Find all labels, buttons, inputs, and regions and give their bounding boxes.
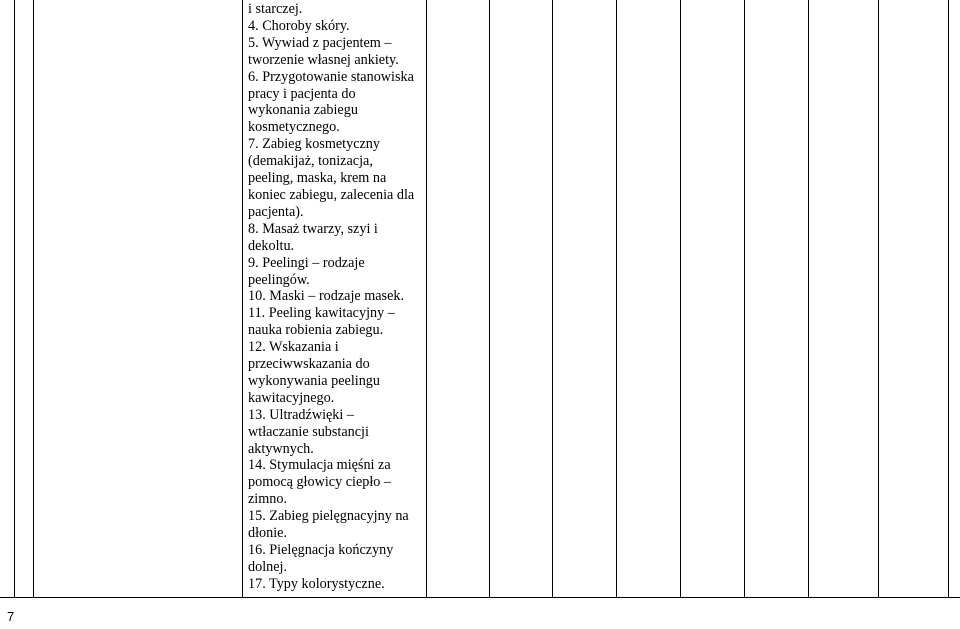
cell-text-line: pacjenta). (248, 203, 304, 220)
cell-text-line: kosmetycznego. (248, 119, 340, 136)
cell-text-line: 15. Zabieg pielęgnacyjny na (248, 508, 409, 525)
column-border (14, 0, 15, 598)
cell-text-line: nauka robienia zabiegu. (248, 322, 384, 339)
cell-text-line: wykonywania peelingu (248, 372, 380, 389)
column-border (616, 0, 617, 598)
cell-text-line: 7. Zabieg kosmetyczny (248, 136, 380, 153)
cell-text-line: 16. Pielęgnacja kończyny (248, 542, 394, 558)
cell-text-line: peeling, maska, krem na (248, 170, 387, 187)
cell-text-line: zimno. (248, 491, 288, 508)
cell-text-line: peelingów. (248, 271, 310, 288)
cell-text-line: wykonania zabiegu (248, 102, 358, 119)
cell-text-line: aktywnych. (248, 440, 314, 457)
cell-text-line: dłonie. (248, 525, 288, 542)
cell-text-line: (demakijaż, tonizacja, (248, 153, 373, 170)
cell-text-line: pracy i pacjenta do (248, 85, 356, 102)
cell-text-line: pomocą głowicy ciepło – (248, 474, 392, 491)
page-number: 7 (7, 609, 15, 624)
column-border (242, 0, 243, 598)
column-border (744, 0, 745, 598)
cell-text-line: i starczej. (248, 1, 303, 17)
column-border (878, 0, 879, 598)
cell-text-line: tworzenie własnej ankiety. (248, 51, 399, 68)
cell-text-line: 4. Choroby skóry. (248, 17, 350, 34)
cell-text-line: koniec zabiegu, zalecenia dla (248, 186, 415, 203)
cell-text-line: 17. Typy kolorystyczne. (248, 575, 385, 592)
column-border (680, 0, 681, 598)
table-cell-topics (248, 1, 426, 593)
cell-text-line: 9. Peelingi – rodzaje (248, 254, 365, 271)
cell-text-line: 10. Maski – rodzaje masek. (248, 288, 405, 305)
column-border (33, 0, 34, 598)
cell-text-line: 8. Masaż twarzy, szyi i (248, 220, 378, 237)
column-border (489, 0, 490, 598)
cell-text-line: 13. Ultradźwięki – (248, 406, 354, 423)
cell-text-line: 12. Wskazania i (248, 339, 339, 356)
cell-text-line: 11. Peeling kawitacyjny – (248, 305, 395, 322)
cell-text-line: 5. Wywiad z pacjentem – (248, 34, 392, 51)
column-border (552, 0, 553, 598)
cell-text-line: wtłaczanie substancji (248, 423, 369, 440)
cell-text-line: kawitacyjnego. (248, 389, 335, 406)
cell-text-line: dolnej. (248, 558, 288, 575)
table-bottom-border (0, 597, 960, 598)
column-border (948, 0, 949, 598)
column-border (808, 0, 809, 598)
cell-text-line: przeciwwskazania do (248, 356, 370, 373)
cell-text-line: 6. Przygotowanie stanowiska (248, 68, 414, 85)
column-border (426, 0, 427, 598)
cell-text-line: dekoltu. (248, 237, 295, 254)
cell-text-line: 14. Stymulacja mięśni za (248, 457, 391, 474)
